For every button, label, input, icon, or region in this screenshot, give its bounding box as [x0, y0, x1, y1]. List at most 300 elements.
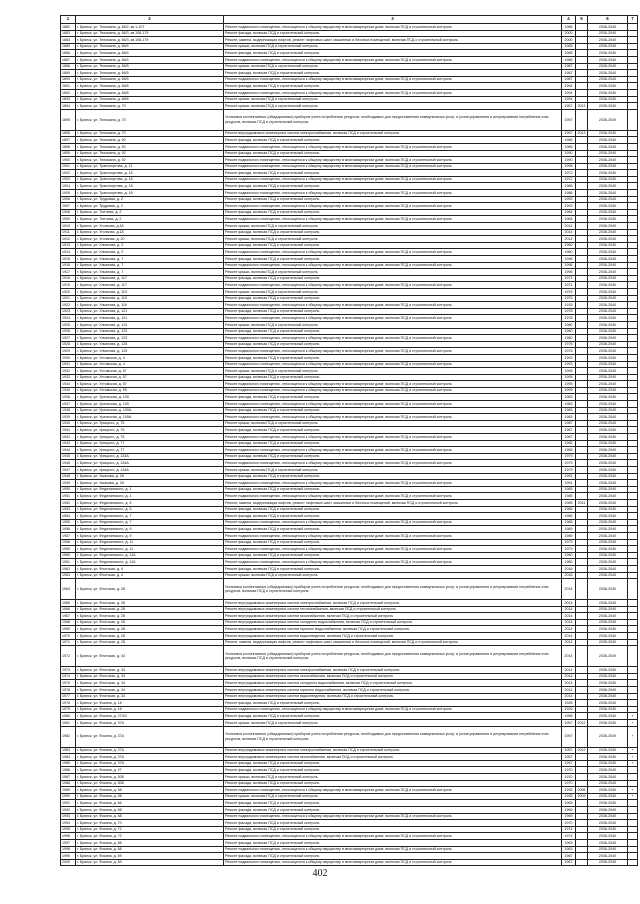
table-row [61, 196, 638, 203]
last-repair-year-cell [576, 341, 588, 348]
work-type-cell: Ремонт внутридомовых инженерных систем водоотведения, включая ПСД и строительный контроль [224, 693, 562, 700]
table-row [61, 308, 638, 315]
work-type-cell: Ремонт фасада, включая ПСД и строительный контроль [224, 341, 562, 348]
planned-period-cell: 2038-2040 [588, 800, 628, 807]
table-row [61, 328, 638, 335]
address-cell: г. Брянск, ул. Флотская, д. 28 [76, 619, 224, 626]
table-row [61, 806, 638, 813]
work-type-cell: Ремонт фасада, включая ПСД и строительный контроль [224, 440, 562, 447]
table-row [61, 275, 638, 282]
planned-period-cell: 2038-2040 [588, 486, 628, 493]
table-row [61, 387, 638, 394]
build-year-cell: 1985 [562, 513, 576, 520]
table-row [61, 434, 638, 441]
planned-period-cell: 2038-2040 [588, 787, 628, 794]
planned-period-cell: 2038-2040 [588, 170, 628, 177]
mark-cell [628, 150, 638, 157]
last-repair-year-cell: 2013 [577, 103, 586, 108]
last-repair-year-cell: 2011 [576, 499, 588, 506]
build-year-cell: 1985 [562, 43, 576, 50]
mark-cell [628, 282, 638, 289]
work-type-cell: Ремонт фасада, включая ПСД и строительный контроль [224, 394, 562, 401]
table-row [61, 183, 638, 190]
table-row [61, 256, 638, 263]
row-number-cell: 1985 [61, 760, 76, 767]
table-row [61, 539, 638, 546]
mark-cell [628, 546, 638, 553]
table-row [61, 401, 638, 408]
build-year-cell: 1980 [562, 328, 576, 335]
planned-period-cell: 2038-2040 [588, 394, 628, 401]
table-row [61, 63, 638, 70]
build-year-cell: 1976 [562, 341, 576, 348]
row-number-cell: 1981 [61, 720, 76, 727]
address-cell: г. Брянск, ул. Фокина, д. 72 [76, 833, 224, 840]
address-cell: г. Брянск, ул. Ульянова, д. 119 [76, 302, 224, 309]
last-repair-year-cell [576, 354, 588, 361]
work-type-cell: Ремонт подвального помещения, относящегося к общему имуществу в многоквартирном доме, включая ПСД и строительный контроль [224, 846, 562, 853]
work-type-cell: Ремонт подвального помещения, относящегося к общему имуществу в многоквартирном доме, включая ПСД и строительный контроль [224, 532, 562, 539]
last-repair-year-cell [576, 328, 588, 335]
table-row [61, 130, 638, 137]
address-cell: г. Брянск, ул. Флотская, д. 34 [76, 667, 224, 674]
row-number-cell: 1955 [61, 519, 76, 526]
last-repair-year-cell [576, 839, 588, 846]
planned-period-cell: 2038-2040 [588, 361, 628, 368]
last-repair-year-cell [576, 760, 588, 767]
work-type-cell: Ремонт подвального помещения, относящегося к общему имуществу в многоквартирном доме, включая ПСД и строительный контроль [224, 401, 562, 408]
row-number-cell: 1917 [61, 269, 76, 276]
planned-period-cell: 2038-2040 [588, 565, 628, 572]
mark-cell [628, 420, 638, 427]
last-repair-year-cell [576, 89, 588, 96]
build-year-cell: 1957 [562, 720, 576, 727]
address-cell: г. Брянск, ул. Флотская, д. 34 [76, 680, 224, 687]
page-number: 402 [312, 868, 328, 879]
address-cell: г. Брянск, ул. Ульянова, д. 117 [76, 282, 224, 289]
mark-cell [628, 833, 638, 840]
mark-cell [628, 56, 638, 63]
table-row [61, 315, 638, 322]
row-number-cell: 1929 [61, 348, 76, 355]
address-cell: г. Брянск, ул. Ухтомская, д. 57 [76, 381, 224, 388]
mark-cell [628, 89, 638, 96]
address-cell: г. Брянск, ул. Флотская, д. 34 [76, 673, 224, 680]
planned-period-cell: 2038-2040 [588, 506, 628, 513]
build-year-cell: 1979 [562, 467, 576, 474]
row-number-cell: 1949 [61, 480, 76, 487]
table-row [61, 24, 638, 31]
mark-cell [628, 447, 638, 454]
row-number-cell: 1974 [61, 673, 76, 680]
table-row [61, 787, 638, 794]
table-row [61, 30, 638, 37]
mark-cell [628, 76, 638, 83]
mark-cell [628, 559, 638, 566]
last-repair-year-cell [576, 673, 588, 680]
build-year-cell: 1935 [562, 793, 576, 800]
planned-period-cell: 2038-2040 [588, 767, 628, 774]
table-row [61, 361, 638, 368]
last-repair-year-cell [576, 242, 588, 249]
work-type-cell: Ремонт подвального помещения, относящегося к общему имуществу в многоквартирном доме, включая ПСД и строительный контроль [224, 203, 562, 210]
row-number-cell: 1923 [61, 308, 76, 315]
planned-period-cell: 2038-2040 [588, 539, 628, 546]
work-type-cell: Ремонт фасада, включая ПСД и строительный контроль [224, 170, 562, 177]
mark-cell [628, 209, 638, 216]
address-cell: г. Брянск, ул. Тельмана, д. 92 [76, 157, 224, 164]
address-cell: г. Брянск, ул. Тельмана, д. 70 [76, 103, 224, 110]
planned-period-cell: 2038-2040 [588, 401, 628, 408]
row-number-cell: 1932 [61, 368, 76, 375]
table-row [61, 600, 638, 607]
work-type-cell: Ремонт подвального помещения, относящегося к общему имуществу в многоквартирном доме, включая ПСД и строительный контроль [224, 480, 562, 487]
build-year-cell: 1926 [562, 706, 576, 713]
mark-cell [628, 800, 638, 807]
row-number-cell: 1896 [61, 130, 76, 137]
build-year-cell: 1985 [562, 56, 576, 63]
work-type-cell: Ремонт фасада, включая ПСД и строительный контроль [224, 506, 562, 513]
address-cell: г. Брянск, ул. Тютчева, д. 2 [76, 216, 224, 223]
last-repair-year-cell [576, 302, 588, 309]
address-cell: г. Брянск, ул. Флотская, д. 4 [76, 565, 224, 572]
table-row [61, 559, 638, 566]
last-repair-year-cell [576, 700, 588, 707]
mark-cell [628, 109, 638, 130]
planned-period-cell: 2038-2040 [588, 56, 628, 63]
row-number-cell: 1912 [61, 236, 76, 243]
planned-period-cell: 2038-2040 [588, 687, 628, 694]
row-number-cell: 1916 [61, 262, 76, 269]
work-type-cell: Ремонт подвального помещения, относящегося к общему имуществу в многоквартирном доме, включая ПСД и строительный контроль [224, 833, 562, 840]
planned-period-cell: 2038-2040 [588, 606, 628, 613]
planned-period-cell: 2038-2040 [588, 460, 628, 467]
build-year-cell: 1980 [562, 335, 576, 342]
planned-period-cell: 2038-2040 [588, 552, 628, 559]
table-row [61, 282, 638, 289]
work-type-cell: Ремонт фасада, включая ПСД и строительный контроль [224, 70, 562, 77]
address-cell: г. Брянск, ул. Угольная, д. 20 [76, 236, 224, 243]
table-row [61, 341, 638, 348]
row-number-cell: 1889 [61, 70, 76, 77]
build-year-cell: 1980 [562, 552, 576, 559]
work-type-cell: Ремонт фасада, включая ПСД и строительный контроль [224, 713, 562, 720]
mark-cell [628, 513, 638, 520]
mark-cell [628, 63, 638, 70]
last-repair-year-cell [576, 526, 588, 533]
address-cell: г. Брянск, ул. Ульянова, д. 119 [76, 295, 224, 302]
row-number-cell: 1894 [61, 103, 76, 110]
table-row [61, 242, 638, 249]
build-year-cell: 1996 [562, 269, 576, 276]
address-cell: г. Брянск, ул. Фокина, д. 88 [76, 839, 224, 846]
row-number-cell: 1954 [61, 513, 76, 520]
row-number-cell: 1945 [61, 453, 76, 460]
header-cell: 7 [628, 16, 638, 24]
address-cell: г. Брянск, ул. Транспортная, д. 18 [76, 183, 224, 190]
planned-period-cell: 2038-2040 [588, 473, 628, 480]
planned-period-cell: 2036-2040 [588, 793, 628, 800]
planned-period-cell: 2038-2040 [588, 833, 628, 840]
address-cell: г. Брянск, ул. Ульянова, д. 117 [76, 275, 224, 282]
row-number-cell: 1951 [61, 493, 76, 500]
mark-cell [628, 820, 638, 827]
row-number-cell: 1966 [61, 606, 76, 613]
address-cell: г. Брянск, ул. Фокина, д. 37А [76, 760, 224, 767]
build-year-cell: 1958 [562, 713, 576, 720]
planned-period-cell: 2038-2040 [588, 839, 628, 846]
last-repair-year-cell [576, 83, 588, 90]
address-cell: г. Брянск, ул. Флотская, д. 28 [76, 600, 224, 607]
work-type-cell: Ремонт фасада, включая ПСД и строительный контроль [224, 513, 562, 520]
address-cell: г. Брянск, ул. Транспортная, д. 16 [76, 176, 224, 183]
mark-cell [628, 414, 638, 421]
build-year-cell: 1986 [562, 24, 576, 31]
address-cell: г. Брянск, ул. Фокина, д. 18 [76, 706, 224, 713]
work-type-cell: Установка коллективных (общедомовых) приборов учета потребления ресурсов, необходимых для предоставления коммунальных услуг, и узлов управления и регулирования потребления этих ресурсов, включая ПСД и строительный контроль [224, 646, 562, 667]
build-year-cell: 1957 [562, 130, 576, 137]
table-row [61, 89, 638, 96]
work-type-cell: Установка коллективных (общедомовых) приборов учета потребления ресурсов, необходимых для предоставления коммунальных услуг, и узлов управления и регулирования потребления этих ресурсов, включая ПСД и строительный контроль [224, 109, 562, 130]
table-row [61, 56, 638, 63]
planned-period-cell: 2038-2040 [588, 720, 628, 727]
planned-period-cell: 2038-2040 [588, 216, 628, 223]
work-type-cell: Ремонт фасада, включая ПСД и строительный контроль [224, 308, 562, 315]
address-cell: г. Брянск, ул. Трудовая, д. 2 [76, 203, 224, 210]
table-row [61, 793, 638, 800]
planned-period-cell: 2038-2040 [588, 806, 628, 813]
row-number-cell: 1992 [61, 806, 76, 813]
build-year-cell: 1980 [562, 321, 576, 328]
row-number-cell: 1977 [61, 693, 76, 700]
table-row [61, 480, 638, 487]
row-number-cell: 1958 [61, 539, 76, 546]
last-repair-year-cell [576, 480, 588, 487]
mark-cell [628, 667, 638, 674]
row-number-cell: 1946 [61, 460, 76, 467]
table-row [61, 467, 638, 474]
row-number-cell: 1915 [61, 256, 76, 263]
last-repair-year-cell [576, 552, 588, 559]
planned-period-cell: 2038-2040 [588, 434, 628, 441]
last-repair-year-cell [576, 706, 588, 713]
work-type-cell: Ремонт фасада, включая ПСД и строительный контроль [224, 700, 562, 707]
last-repair-year-cell [576, 434, 588, 441]
work-type-cell: Ремонт крыши, включая ПСД и строительный контроль [224, 103, 562, 110]
table-row [61, 354, 638, 361]
address-cell: г. Брянск, ул. Тельмана, д. 66/5 [76, 76, 224, 83]
last-repair-year-cell [576, 381, 588, 388]
last-repair-year-cell [576, 859, 588, 866]
last-repair-year-cell [576, 519, 588, 526]
mark-cell: + [628, 760, 638, 767]
build-year-cell: 1970 [562, 767, 576, 774]
planned-period-cell: 2038-2040 [588, 229, 628, 236]
last-repair-year-cell [576, 513, 588, 520]
work-type-cell: Установка коллективных (общедомовых) приборов учета потребления ресурсов, необходимых для предоставления коммунальных услуг, и узлов управления и регулирования потребления этих ресурсов, включая ПСД и строительный контроль [224, 726, 562, 747]
address-cell: г. Брянск, ул. Урицкого, д. 77 [76, 440, 224, 447]
work-type-cell: Ремонт внутридомовых инженерных систем холодного водоснабжения, включая ПСД и строительный контроль [224, 619, 562, 626]
address-cell: г. Брянск, ул. Ушакова, д. 26 [76, 480, 224, 487]
planned-period-cell: 2038-2040 [588, 341, 628, 348]
work-type-cell: Ремонт фасада, включая ПСД и строительный контроль [224, 229, 562, 236]
planned-period-cell: 2038-2040 [588, 726, 628, 747]
row-number-cell: 1904 [61, 183, 76, 190]
header-cell: 1 [61, 16, 76, 24]
table-row [61, 420, 638, 427]
build-year-cell: 1987 [562, 427, 576, 434]
last-repair-year-cell [576, 606, 588, 613]
row-number-cell: 1883 [61, 30, 76, 37]
planned-period-cell: 2038-2040 [588, 846, 628, 853]
last-repair-year-cell [576, 196, 588, 203]
work-type-cell: Ремонт фасада, включая ПСД и строительный контроль [224, 806, 562, 813]
row-number-cell: 1937 [61, 401, 76, 408]
row-number-cell: 1961 [61, 559, 76, 566]
build-year-cell: 1986 [562, 190, 576, 197]
planned-period-cell: 2038-2040 [588, 282, 628, 289]
address-cell: г. Брянск, ул. Ульянова, д. 123 [76, 321, 224, 328]
planned-period-cell: 2038-2040 [588, 209, 628, 216]
work-type-cell: Ремонт фасада, включая ПСД и строительный контроль [224, 83, 562, 90]
table-row [61, 83, 638, 90]
build-year-cell: 1994 [562, 96, 576, 103]
work-type-cell: Ремонт внутридомовых инженерных систем газоснабжения, включая ПСД и строительный контроль [224, 673, 562, 680]
address-cell: г. Брянск, ул. Тельмана, д. 90 [76, 137, 224, 144]
table-row [61, 800, 638, 807]
build-year-cell: 1985 [562, 50, 576, 57]
work-type-cell: Ремонт крыши, включая ПСД и строительный контроль [224, 720, 562, 727]
last-repair-year-cell [576, 713, 588, 720]
address-cell: г. Брянск, ул. Транспортная, д. 18 [76, 190, 224, 197]
table-row [61, 440, 638, 447]
row-number-cell: 1933 [61, 374, 76, 381]
planned-period-cell: 2038-2040 [588, 308, 628, 315]
last-repair-year-cell [576, 780, 588, 787]
row-number-cell: 1996 [61, 833, 76, 840]
planned-period-cell: 2038-2040 [588, 176, 628, 183]
row-number-cell: 1998 [61, 846, 76, 853]
build-year-cell: 1993 [562, 361, 576, 368]
row-number-cell: 1897 [61, 137, 76, 144]
table-row [61, 374, 638, 381]
address-cell: г. Брянск, ул. Флотская, д. 34 [76, 646, 224, 667]
planned-period-cell: 2038-2040 [588, 493, 628, 500]
build-year-cell: 2016 [562, 572, 576, 579]
mark-cell [628, 427, 638, 434]
last-repair-year-cell [576, 773, 588, 780]
table-row [61, 713, 638, 720]
last-repair-year-cell [576, 308, 588, 315]
mark-cell [628, 143, 638, 150]
work-type-cell: Ремонт подвального помещения, относящегося к общему имуществу в многоквартирном доме, включая ПСД и строительный контроль [224, 282, 562, 289]
build-year-cell: 1957 [562, 726, 576, 747]
address-cell: г. Брянск, ул. Ушакова, д. 26 [76, 473, 224, 480]
address-cell: г. Брянск, ул. Фокина, д. 89 [76, 859, 224, 866]
work-type-cell: Ремонт фасада, включая ПСД и строительный контроль [224, 760, 562, 767]
mark-cell [628, 157, 638, 164]
build-year-cell: 1995 [562, 381, 576, 388]
planned-period-cell: 2038-2040 [588, 559, 628, 566]
planned-period-cell: 2038-2040 [588, 427, 628, 434]
build-year-cell: 1970 [562, 780, 576, 787]
last-repair-year-cell [576, 56, 588, 63]
mark-cell [628, 806, 638, 813]
table-row [61, 826, 638, 833]
last-repair-year-cell: 2012 [577, 720, 586, 725]
work-type-cell: Ремонт фасада, включая ПСД и строительный контроль [224, 853, 562, 860]
build-year-cell: 2014 [562, 600, 576, 607]
table-row [61, 348, 638, 355]
row-number-cell: 1993 [61, 813, 76, 820]
planned-period-cell: 2038-2040 [588, 183, 628, 190]
last-repair-year-cell [576, 613, 588, 620]
row-number-cell: 1887 [61, 56, 76, 63]
planned-period-cell: 2038-2040 [588, 374, 628, 381]
mark-cell [628, 295, 638, 302]
last-repair-year-cell [576, 453, 588, 460]
last-repair-year-cell [576, 368, 588, 375]
last-repair-year-cell [576, 335, 588, 342]
work-type-cell: Ремонт фасада, включая ПСД и строительный контроль [224, 826, 562, 833]
work-type-cell: Ремонт подвального помещения, относящегося к общему имуществу в многоквартирном доме, включая ПСД и строительный контроль [224, 163, 562, 170]
mark-cell [628, 229, 638, 236]
row-number-cell: 1964 [61, 579, 76, 600]
address-cell: г. Брянск, ул. Тельмана, д. 70 [76, 130, 224, 137]
address-cell: г. Брянск, ул. Ухтомская, д. 57 [76, 374, 224, 381]
planned-period-cell: 2038-2040 [588, 673, 628, 680]
planned-period-cell: 2038-2040 [588, 780, 628, 787]
work-type-cell: Ремонт крыши, включая ПСД и строительный контроль [224, 572, 562, 579]
last-repair-year-cell [576, 30, 588, 37]
mark-cell [628, 137, 638, 144]
build-year-cell: 1960 [562, 249, 576, 256]
address-cell: г. Брянск, ул. Уральская, д. 100А [76, 414, 224, 421]
row-number-cell: 1899 [61, 150, 76, 157]
mark-cell [628, 440, 638, 447]
build-year-cell: 1971 [562, 282, 576, 289]
header-cell: 2 [76, 16, 224, 24]
document-sheet [60, 15, 637, 866]
address-cell: г. Брянск, ул. Транспортная, д. 15 [76, 170, 224, 177]
address-cell: г. Брянск, ул. Трудовая, д. 2 [76, 196, 224, 203]
build-year-cell: 1994 [562, 89, 576, 96]
table-row [61, 43, 638, 50]
mark-cell [628, 394, 638, 401]
header-cell: 6 [588, 16, 628, 24]
table-row [61, 170, 638, 177]
row-number-cell: 1911 [61, 229, 76, 236]
planned-period-cell: 2038-2040 [588, 295, 628, 302]
planned-period-cell: 2038-2040 [588, 381, 628, 388]
row-number-cell: 1931 [61, 361, 76, 368]
mark-cell [628, 269, 638, 276]
mark-cell [628, 262, 638, 269]
mark-cell [628, 216, 638, 223]
build-year-cell: 1984 [562, 209, 576, 216]
last-repair-year-cell [576, 236, 588, 243]
address-cell: г. Брянск, ул. Флотская, д. 28 [76, 606, 224, 613]
row-number-cell: 1947 [61, 467, 76, 474]
last-repair-year-cell [576, 626, 588, 633]
build-year-cell: 1979 [562, 546, 576, 553]
row-number-cell: 1991 [61, 800, 76, 807]
mark-cell [628, 368, 638, 375]
address-cell: г. Брянск, ул. Флотская, д. 4 [76, 572, 224, 579]
work-type-cell: Ремонт фасада, включая ПСД и строительный контроль [224, 839, 562, 846]
address-cell: г. Брянск, ул. Фокина, д. 70 [76, 820, 224, 827]
row-number-cell: 1930 [61, 354, 76, 361]
